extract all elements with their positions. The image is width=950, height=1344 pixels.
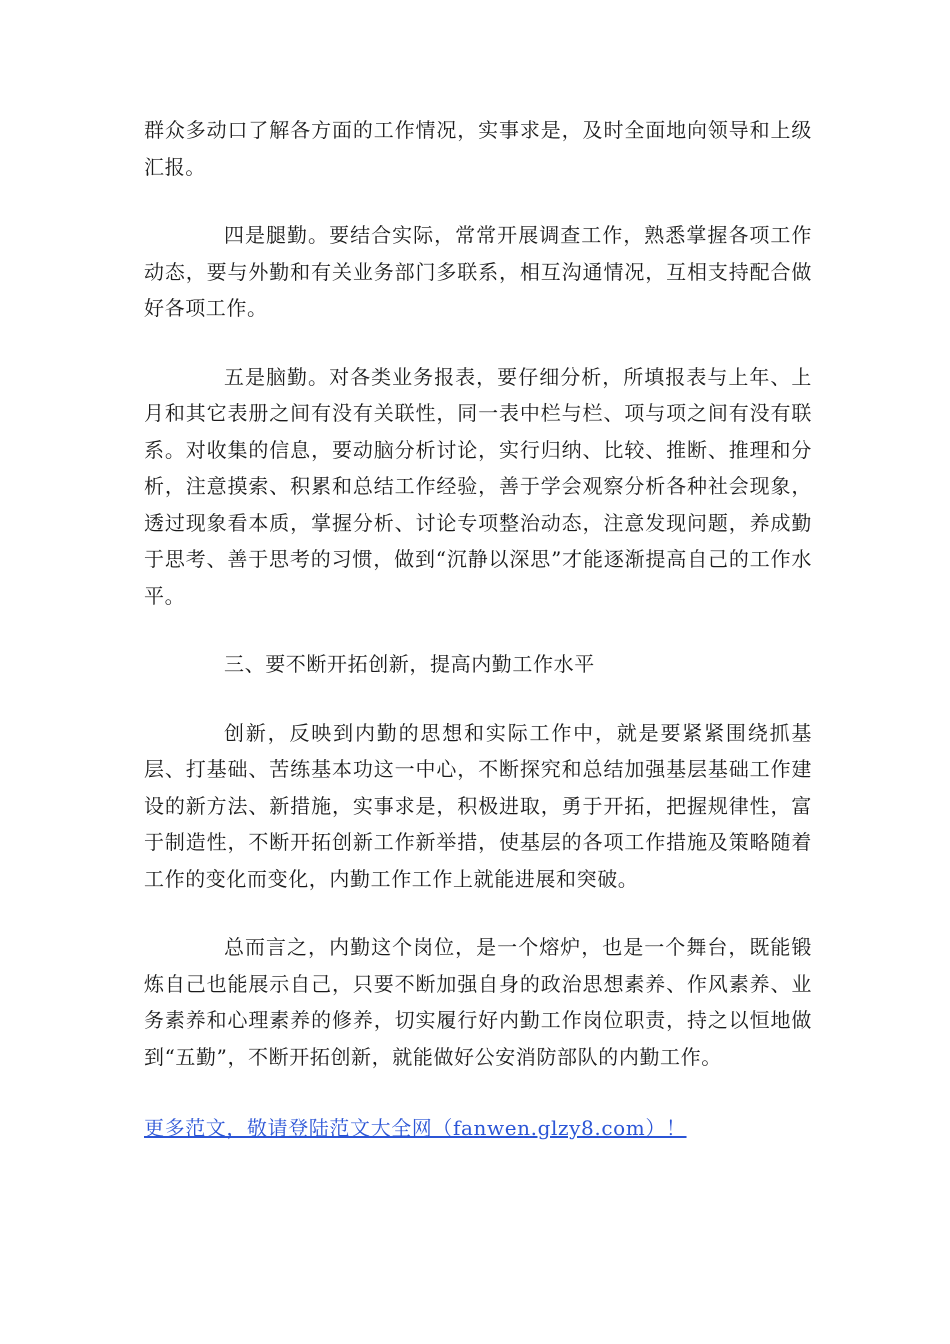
paragraph-brain-diligence: 五是脑勤。对各类业务报表，要仔细分析，所填报表与上年、上月和其它表册之间有没有关联性，同一表中栏与栏、项与项之间有没有联系。对收集的信息，要动脑分析讨论，实行归纳、比较、推断、推理和分析，注意摸索、积累和总结工作经验，善于学会观察分析各种社会现象，透过现象看本质，掌握分析、讨论专项整治动态，注意发现问题，养成勤于思考、善于思考的习惯，做到“沉静以深思”才能逐渐提高自己的工作水平。 <box>144 364 812 608</box>
paragraph-conclusion: 总而言之，内勤这个岗位，是一个熔炉，也是一个舞台，既能锻炼自己也能展示自己，只要不断加强自身的政治思想素养、作风素养、业务素养和心理素养的修养，切实履行好内勤工作岗位职责，持之以恒地做到“五勤”，不断开拓创新，就能做好公安消防部队的内勤工作。 <box>144 935 812 1069</box>
section-heading-innovation: 三、要不断开拓创新，提高内勤工作水平 <box>224 652 595 676</box>
paragraph-innovation: 创新，反映到内勤的思想和实际工作中，就是要紧紧围绕抓基层、打基础、苦练基本功这一中心，不断探究和总结加强基层基础工作建设的新方法、新措施，实事求是，积极进取，勇于开拓，把握规律性，富于制造性，不断开拓创新工作新举措，使基层的各项工作措施及策略随着工作的变化而变化，内勤工作工作上就能进展和突破。 <box>144 720 812 891</box>
more-articles-link[interactable]: 更多范文，敬请登陆范文大全网（fanwen.glzy8.com）！ <box>144 1116 687 1140</box>
paragraph-leg-diligence: 四是腿勤。要结合实际，常常开展调查工作，熟悉掌握各项工作动态，要与外勤和有关业务部门多联系，相互沟通情况，互相支持配合做好各项工作。 <box>144 223 812 320</box>
paragraph-continuation: 群众多动口了解各方面的工作情况，实事求是，及时全面地向领导和上级汇报。 <box>144 118 812 179</box>
document-body <box>144 112 812 1143</box>
